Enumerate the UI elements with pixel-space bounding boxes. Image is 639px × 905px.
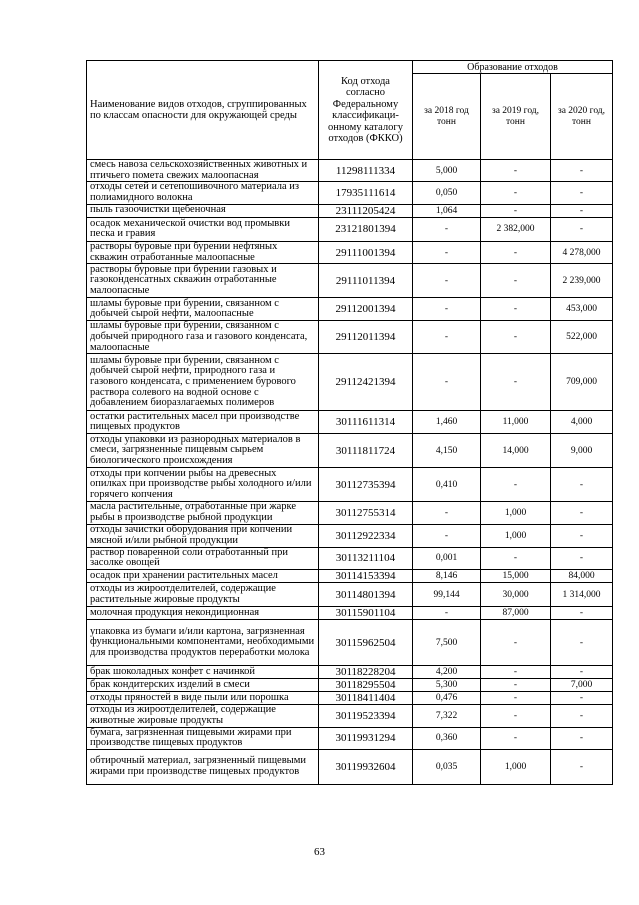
value-2020-cell: - [551, 217, 613, 241]
value-2019-cell: - [481, 264, 551, 298]
value-2019-cell: - [481, 727, 551, 749]
waste-name-cell: шламы буровые при бурении, связанном с добычей природного газа и газового конденсата, малоопасные [87, 321, 319, 354]
value-2018-cell: 1,064 [413, 204, 481, 217]
waste-name-cell: брак шоколадных конфет с начинкой [87, 666, 319, 679]
value-2020-cell: - [551, 547, 613, 569]
value-2018-cell: - [413, 298, 481, 321]
waste-name-cell: смесь навоза сельскохозяйственных животных и птичьего помета свежих малоопасная [87, 160, 319, 182]
waste-code-cell: 30112755314 [319, 502, 413, 524]
waste-name-cell: осадок при хранении растительных масел [87, 570, 319, 583]
value-2020-cell: - [551, 692, 613, 705]
waste-code-cell: 30119523394 [319, 705, 413, 727]
value-2018-cell: - [413, 607, 481, 620]
header-code-column: Код отхода согласно Федеральному классификаци-онному каталогу отходов (ФККО) [319, 61, 413, 160]
header-year-2018: за 2018 год тонн [413, 74, 481, 160]
waste-code-cell: 29111001394 [319, 241, 413, 263]
waste-code-cell: 30115901104 [319, 607, 413, 620]
value-2019-cell: - [481, 620, 551, 666]
value-2019-cell: - [481, 666, 551, 679]
value-2020-cell: - [551, 182, 613, 204]
value-2018-cell: 0,410 [413, 468, 481, 502]
waste-name-cell: отходы при копчении рыбы на древесных опилках при производстве рыбы холодного и/или горячего копчения [87, 468, 319, 502]
waste-name-cell: молочная продукция некондиционная [87, 607, 319, 620]
value-2018-cell: - [413, 321, 481, 354]
table-row [87, 264, 613, 298]
waste-name-cell: пыль газоочистки щебеночная [87, 204, 319, 217]
value-2018-cell: 5,300 [413, 679, 481, 692]
value-2019-cell: - [481, 547, 551, 569]
waste-code-cell: 29112421394 [319, 354, 413, 411]
waste-code-cell: 30118228204 [319, 666, 413, 679]
value-2018-cell: 8,146 [413, 570, 481, 583]
waste-name-cell: шламы буровые при бурении, связанном с добычей сырой нефти, малоопасные [87, 298, 319, 321]
table-row [87, 620, 613, 666]
value-2019-cell: 11,000 [481, 411, 551, 434]
value-2019-cell: - [481, 692, 551, 705]
waste-code-cell: 23111205424 [319, 204, 413, 217]
header-name-column: Наименование видов отходов, сгруппированных по классам опасности для окружающей среды [87, 61, 319, 160]
value-2018-cell: 1,460 [413, 411, 481, 434]
waste-code-cell: 30112922334 [319, 524, 413, 547]
table-row [87, 692, 613, 705]
waste-name-cell: масла растительные, отработанные при жарке рыбы в производстве рыбной продукции [87, 502, 319, 524]
waste-code-cell: 30114153394 [319, 570, 413, 583]
table-row [87, 182, 613, 204]
table-row [87, 570, 613, 583]
value-2020-cell: - [551, 204, 613, 217]
table-row [87, 298, 613, 321]
waste-name-cell: отходы упаковки из разнородных материалов в смеси, загрязненные пищевым сырьем биологического происхождения [87, 434, 319, 468]
header-year-2019: за 2019 год, тонн [481, 74, 551, 160]
value-2020-cell: 4,000 [551, 411, 613, 434]
value-2018-cell: 4,200 [413, 666, 481, 679]
value-2019-cell: 1,000 [481, 502, 551, 524]
waste-name-cell: брак кондитерских изделий в смеси [87, 679, 319, 692]
value-2018-cell: - [413, 217, 481, 241]
table-row [87, 468, 613, 502]
value-2019-cell: - [481, 241, 551, 263]
waste-code-cell: 29111011394 [319, 264, 413, 298]
value-2019-cell: 87,000 [481, 607, 551, 620]
value-2019-cell: 15,000 [481, 570, 551, 583]
waste-name-cell: растворы буровые при бурении газовых и газоконденсатных скважин отработанные малоопасные [87, 264, 319, 298]
value-2019-cell: 2 382,000 [481, 217, 551, 241]
value-2020-cell: 7,000 [551, 679, 613, 692]
value-2019-cell: 30,000 [481, 583, 551, 607]
value-2018-cell: - [413, 354, 481, 411]
value-2020-cell: 709,000 [551, 354, 613, 411]
waste-code-cell: 30113211104 [319, 547, 413, 569]
value-2018-cell: 0,050 [413, 182, 481, 204]
waste-name-cell: отходы сетей и сетепошивочного материала из полиамидного волокна [87, 182, 319, 204]
value-2018-cell: 0,001 [413, 547, 481, 569]
value-2018-cell: - [413, 241, 481, 263]
value-2020-cell: - [551, 666, 613, 679]
value-2018-cell: 0,035 [413, 749, 481, 784]
table-row [87, 727, 613, 749]
waste-name-cell: отходы из жироотделителей, содержащие растительные жировые продукты [87, 583, 319, 607]
value-2019-cell: - [481, 160, 551, 182]
waste-name-cell: отходы из жироотделителей, содержащие животные жировые продукты [87, 705, 319, 727]
value-2018-cell: 0,360 [413, 727, 481, 749]
table-row [87, 705, 613, 727]
waste-name-cell: шламы буровые при бурении, связанном с добычей сырой нефти, природного газа и газового конденсата, с применением бурового раствора солевого на водной основе с добавлением биоразлагаемых полимеров [87, 354, 319, 411]
waste-code-cell: 30112735394 [319, 468, 413, 502]
value-2019-cell: 1,000 [481, 749, 551, 784]
value-2018-cell: - [413, 264, 481, 298]
waste-name-cell: бумага, загрязненная пищевыми жирами при производстве пищевых продуктов [87, 727, 319, 749]
value-2020-cell: - [551, 524, 613, 547]
waste-code-cell: 29112011394 [319, 321, 413, 354]
waste-name-cell: остатки растительных масел при производстве пищевых продуктов [87, 411, 319, 434]
value-2020-cell: - [551, 749, 613, 784]
value-2019-cell: - [481, 468, 551, 502]
value-2020-cell: 1 314,000 [551, 583, 613, 607]
waste-code-cell: 17935111614 [319, 182, 413, 204]
table-row [87, 411, 613, 434]
value-2018-cell: 0,476 [413, 692, 481, 705]
value-2018-cell: - [413, 524, 481, 547]
waste-code-cell: 30119931294 [319, 727, 413, 749]
waste-name-cell: раствор поваренной соли отработанный при засолке овощей [87, 547, 319, 569]
table-row [87, 583, 613, 607]
value-2020-cell: - [551, 705, 613, 727]
table-row [87, 217, 613, 241]
value-2019-cell: - [481, 679, 551, 692]
value-2018-cell: 7,500 [413, 620, 481, 666]
value-2020-cell: 453,000 [551, 298, 613, 321]
value-2018-cell: 4,150 [413, 434, 481, 468]
value-2018-cell: 7,322 [413, 705, 481, 727]
waste-name-cell: упаковка из бумаги и/или картона, загрязненная функциональными компонентами, необходимыми для производства продуктов переработки молока [87, 620, 319, 666]
value-2018-cell: - [413, 502, 481, 524]
value-2019-cell: - [481, 321, 551, 354]
value-2020-cell: 84,000 [551, 570, 613, 583]
waste-code-cell: 30111611314 [319, 411, 413, 434]
table-row [87, 204, 613, 217]
value-2019-cell: - [481, 298, 551, 321]
waste-name-cell: отходы зачистки оборудования при копчении мясной и/или рыбной продукции [87, 524, 319, 547]
table-row [87, 607, 613, 620]
table-row [87, 241, 613, 263]
page-number: 63 [314, 846, 325, 858]
table-row [87, 354, 613, 411]
table-row [87, 160, 613, 182]
value-2020-cell: - [551, 468, 613, 502]
value-2020-cell: 522,000 [551, 321, 613, 354]
waste-code-cell: 30118411404 [319, 692, 413, 705]
value-2019-cell: - [481, 354, 551, 411]
table-row [87, 666, 613, 679]
waste-code-cell: 30119932604 [319, 749, 413, 784]
value-2020-cell: - [551, 727, 613, 749]
value-2018-cell: 99,144 [413, 583, 481, 607]
table-row [87, 524, 613, 547]
table-row [87, 321, 613, 354]
waste-name-cell: растворы буровые при бурении нефтяных скважин отработанные малоопасные [87, 241, 319, 263]
value-2019-cell: - [481, 182, 551, 204]
waste-name-cell: осадок механической очистки вод промывки песка и гравия [87, 217, 319, 241]
waste-code-cell: 30114801394 [319, 583, 413, 607]
waste-code-cell: 30111811724 [319, 434, 413, 468]
value-2020-cell: - [551, 620, 613, 666]
value-2020-cell: 2 239,000 [551, 264, 613, 298]
value-2019-cell: - [481, 705, 551, 727]
header-waste-generation: Образование отходов [413, 61, 613, 74]
table-body [87, 160, 613, 785]
value-2020-cell: 4 278,000 [551, 241, 613, 263]
value-2018-cell: 5,000 [413, 160, 481, 182]
value-2019-cell: - [481, 204, 551, 217]
value-2019-cell: 14,000 [481, 434, 551, 468]
table-row [87, 749, 613, 784]
waste-name-cell: обтирочный материал, загрязненный пищевыми жирами при производстве пищевых продуктов [87, 749, 319, 784]
waste-table [86, 60, 613, 785]
header-year-2020: за 2020 год, тонн [551, 74, 613, 160]
waste-name-cell: отходы пряностей в виде пыли или порошка [87, 692, 319, 705]
value-2020-cell: - [551, 160, 613, 182]
table-row [87, 547, 613, 569]
value-2020-cell: 9,000 [551, 434, 613, 468]
table-row [87, 502, 613, 524]
value-2019-cell: 1,000 [481, 524, 551, 547]
waste-code-cell: 11298111334 [319, 160, 413, 182]
waste-code-cell: 23121801394 [319, 217, 413, 241]
table-row [87, 679, 613, 692]
value-2020-cell: - [551, 502, 613, 524]
waste-code-cell: 29112001394 [319, 298, 413, 321]
table-row [87, 434, 613, 468]
value-2020-cell: - [551, 607, 613, 620]
waste-code-cell: 30115962504 [319, 620, 413, 666]
waste-code-cell: 30118295504 [319, 679, 413, 692]
